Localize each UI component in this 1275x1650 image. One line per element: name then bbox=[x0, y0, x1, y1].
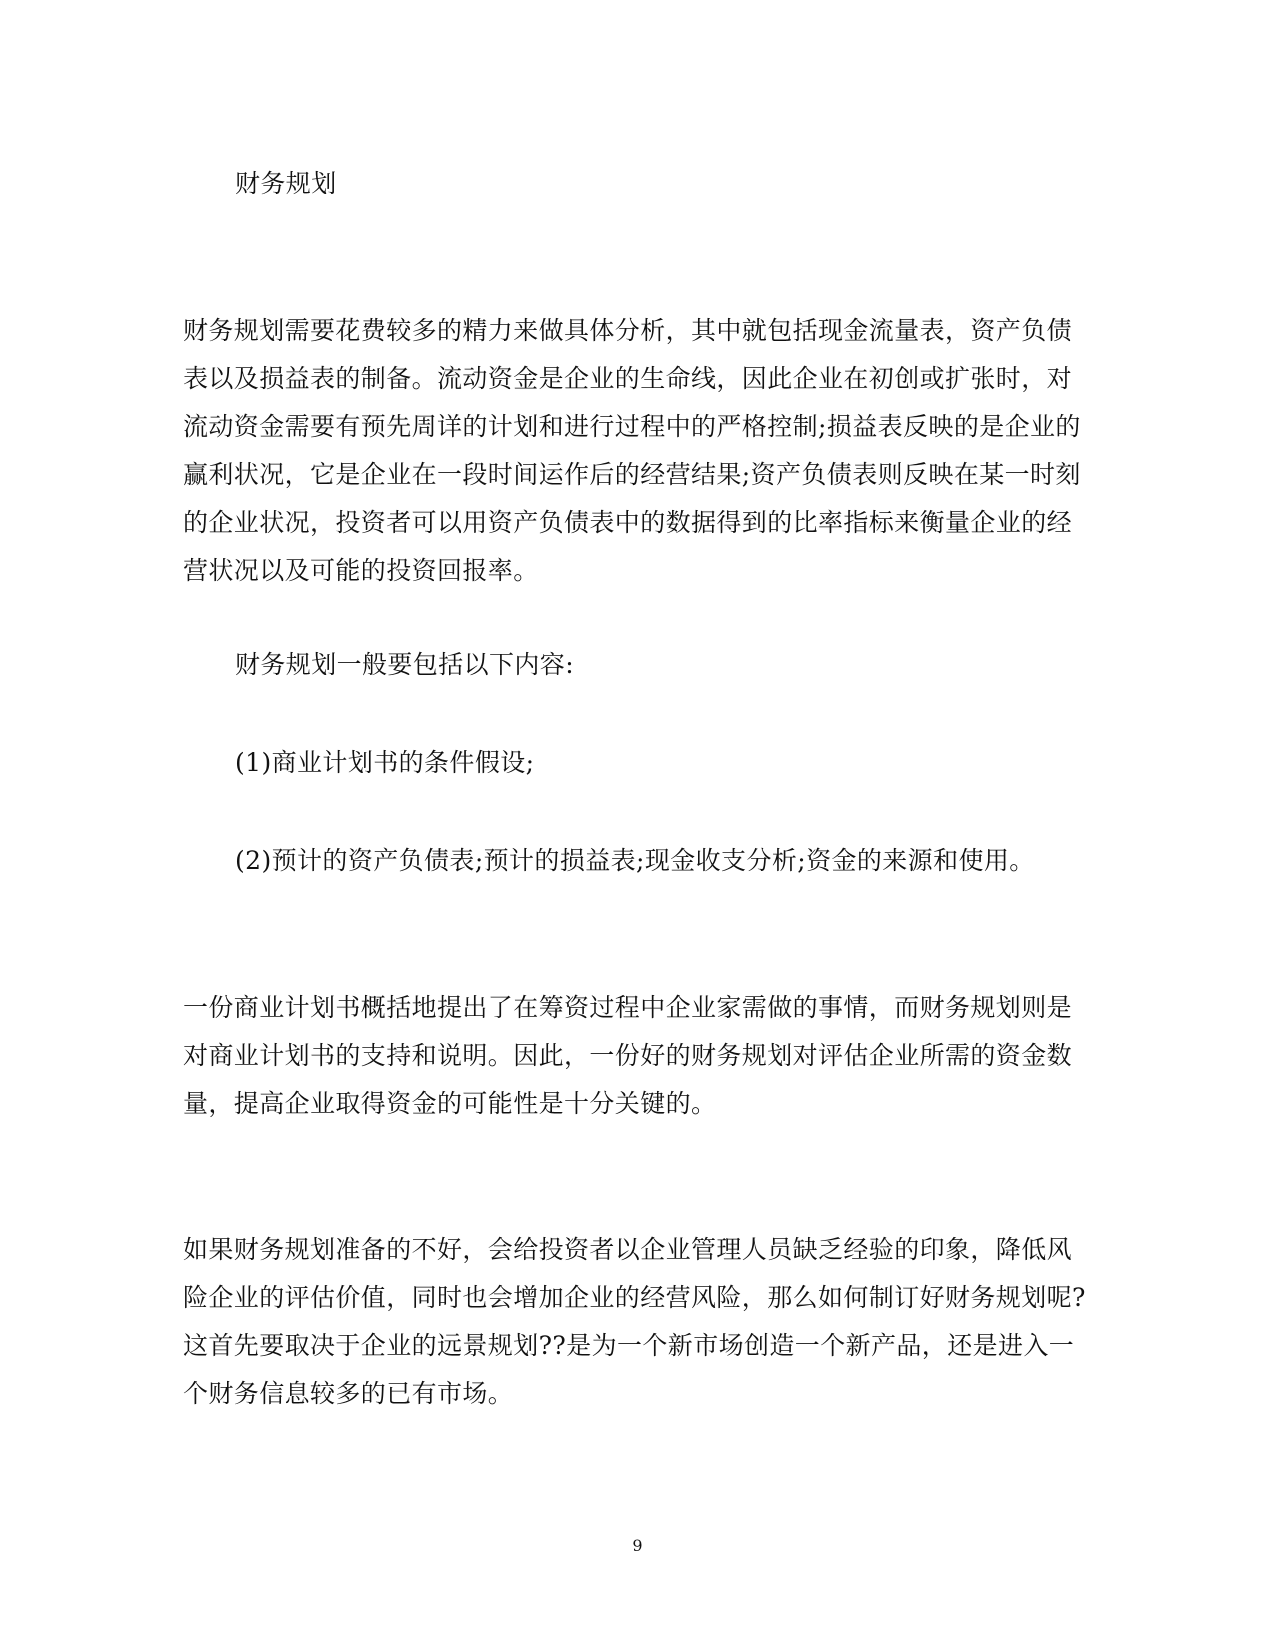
page-number: 9 bbox=[632, 1536, 643, 1555]
list-item: (2)预计的资产负债表;预计的损益表;现金收支分析;资金的来源和使用。 bbox=[235, 846, 1035, 875]
list-intro: 财务规划一般要包括以下内容: bbox=[235, 650, 575, 679]
body-paragraph: 一份商业计划书概括地提出了在筹资过程中企业家需做的事情，而财务规划则是对商业计划书的支持和说明。因此，一份好的财务规划对评估企业所需的资金数量，提高企业取得资金的可能性是十分关键的。 bbox=[183, 993, 1073, 1118]
body-paragraph: 如果财务规划准备的不好，会给投资者以企业管理人员缺乏经验的印象，降低风险企业的评估价值，同时也会增加企业的经营风险，那么如何制订好财务规划呢?这首先要取决于企业的远景规划??是为一个新市场创造一个新产品，还是进入一个财务信息较多的已有市场。 bbox=[183, 1235, 1086, 1408]
body-paragraph: 财务规划需要花费较多的精力来做具体分析，其中就包括现金流量表，资产负债表以及损益表的制备。流动资金是企业的生命线，因此企业在初创或扩张时，对流动资金需要有预先周详的计划和进行过程中的严格控制;损益表反映的是企业的赢利状况，它是企业在一段时间运作后的经营结果;资产负债表则反映在某一时刻的企业状况，投资者可以用资产负债表中的数据得到的比率指标来衡量企业的经营状况以及可能的投资回报率。 bbox=[183, 316, 1081, 585]
list-item: (1)商业计划书的条件假设; bbox=[235, 748, 535, 777]
section-heading: 财务规划 bbox=[235, 169, 337, 198]
